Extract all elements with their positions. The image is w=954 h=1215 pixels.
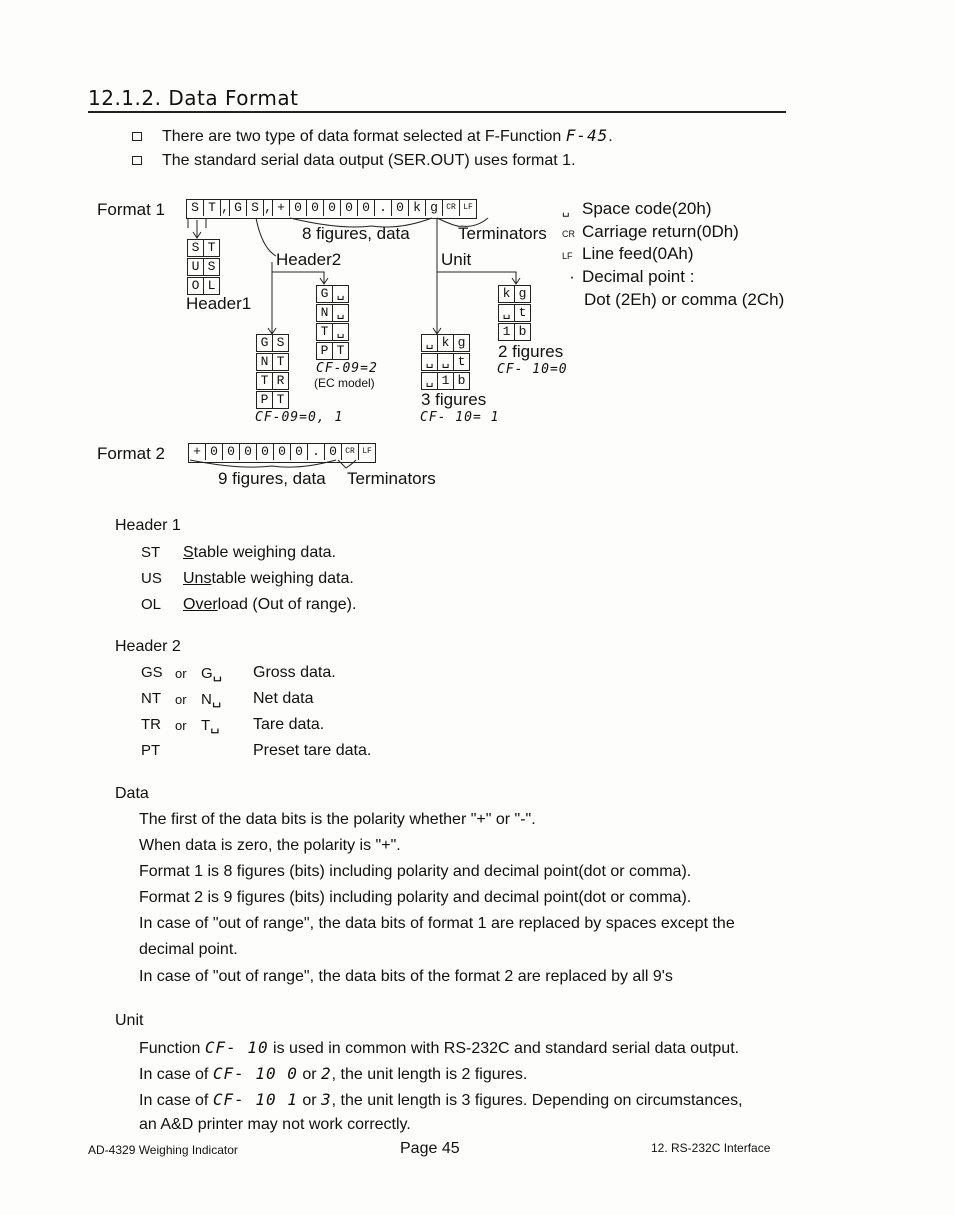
desc-text: load (Out of range). (217, 596, 357, 613)
legend-lf (562, 244, 694, 264)
code-cell: t (518, 305, 527, 320)
header2-or: or (175, 666, 187, 681)
data-title: Data (115, 785, 149, 802)
frame-cell: CR (443, 200, 460, 216)
frame-cell: 0 (291, 444, 308, 460)
code-cell: R (276, 373, 285, 388)
header1-code: OL (141, 596, 162, 613)
frame-cell: T (204, 200, 221, 216)
format2-data-label: 9 figures, data (218, 469, 326, 488)
header1-desc (183, 544, 336, 562)
frame-cell: 0 (324, 200, 341, 216)
frame-cell: 0 (290, 200, 307, 216)
header1-title: Header 1 (115, 517, 181, 534)
legend-cr (562, 222, 739, 242)
code-cell: T (276, 354, 285, 369)
frame-cell: k (409, 200, 426, 216)
frame-cell: 0 (307, 200, 324, 216)
legend-space (562, 199, 711, 219)
segment-text: CF- 10 0 (212, 1064, 298, 1083)
header2-short-note-seg: CF-09=2 (316, 361, 378, 376)
unit3-t (421, 353, 470, 371)
format2-label: Format 2 (97, 444, 166, 463)
format1-data-label: 8 figures, data (302, 224, 410, 243)
code-cell: S (207, 259, 216, 274)
header2-short-t (316, 323, 349, 341)
unit3-lb (421, 372, 470, 390)
unit2-label: 2 figures (498, 342, 564, 361)
unit2-lb (498, 323, 531, 341)
code-cell: T (336, 343, 345, 358)
unit-text: In case of (139, 1066, 213, 1083)
code-cell: ␣ (336, 324, 345, 339)
legend-text: Space code(20h) (582, 199, 712, 218)
code-cell: L (207, 278, 216, 293)
code-cell: S (188, 240, 204, 256)
header2-desc: Gross data. (253, 664, 336, 681)
code-cell: ␣ (336, 305, 345, 320)
header2-code: TR (141, 716, 161, 733)
code-cell: G (317, 286, 333, 302)
code-cell: N (257, 354, 273, 370)
code-cell: ␣ (438, 354, 454, 370)
frame-cell: 0 (325, 444, 342, 460)
header2-code: PT (141, 742, 161, 759)
section-title: 12.1.2. Data Format (88, 86, 299, 110)
legend-text: Carriage return(0Dh) (582, 222, 739, 241)
frame-cell: G (230, 200, 247, 216)
header2-or: or (175, 718, 187, 733)
header2-long-tr (256, 372, 289, 390)
unit-text: , the unit length is 2 figures. (331, 1066, 528, 1083)
frame-cell: , (264, 200, 272, 215)
code-cell: 1 (438, 373, 454, 389)
data-line: Format 2 is 9 figures (bits) including polarity and decimal point(dot or comma). (139, 889, 692, 906)
data-line: Format 1 is 8 figures (bits) including polarity and decimal point(dot or comma). (139, 863, 692, 880)
code-cell: k (438, 335, 454, 351)
code-cell: P (257, 392, 273, 408)
decimal-symbol-icon: · (569, 267, 575, 286)
frame-cell: 0 (257, 444, 274, 460)
frame-cell: 0 (341, 200, 358, 216)
unit-line-3 (139, 1090, 743, 1110)
header2-alt: N␣ (201, 691, 222, 708)
frame-cell: 0 (358, 200, 375, 216)
header2-title: Header 2 (115, 638, 181, 655)
format-diagram-lines (0, 0, 954, 520)
header2-short-note: (EC model) (314, 376, 375, 390)
unit-line-4: an A&D printer may not work correctly. (139, 1116, 411, 1133)
unit-line-1 (139, 1038, 739, 1058)
underlined-letter: Uns (183, 570, 212, 587)
format1-terminators-label: Terminators (458, 224, 547, 243)
code-cell: S (276, 335, 285, 350)
frame-cell: + (273, 200, 290, 216)
code-cell: k (499, 286, 515, 302)
header2-desc: Tare data. (253, 716, 325, 733)
code-cell: 1 (499, 324, 515, 340)
code-cell: T (257, 373, 273, 389)
code-cell: O (188, 278, 204, 294)
code-cell: ␣ (336, 286, 345, 301)
code-cell: T (317, 324, 333, 340)
bullet-text: The standard serial data output (SER.OUT) uses format 1. (162, 152, 576, 169)
frame-cell: 0 (392, 200, 409, 216)
bullet-text: There are two type of data format selected at F-Function (162, 128, 566, 145)
header1-code-ol (187, 277, 220, 295)
header2-alt: T␣ (201, 717, 220, 734)
frame-cell: LF (362, 447, 372, 456)
footer-page-number: Page 45 (400, 1140, 460, 1157)
legend-text: Line feed(0Ah) (582, 244, 694, 263)
frame-cell: 0 (274, 444, 291, 460)
header1-code: ST (141, 544, 161, 561)
data-line: The first of the data bits is the polarity whether "+" or "-". (139, 811, 536, 828)
segment-text: CF- 10 1 (212, 1090, 298, 1109)
frame-cell: g (426, 200, 443, 216)
format2-terminators-label: Terminators (347, 469, 436, 488)
unit2-t (498, 304, 531, 322)
underlined-letter: Over (183, 596, 218, 613)
format1-frame (186, 199, 477, 219)
frame-cell: 0 (206, 444, 223, 460)
data-line: In case of "out of range", the data bits of the format 2 are replaced by all 9's (139, 968, 673, 985)
desc-text: table weighing data. (193, 544, 336, 561)
lf-symbol-icon: LF (562, 251, 573, 261)
header2-short-p (316, 342, 349, 360)
footer-left: AD-4329 Weighing Indicator (88, 1143, 238, 1157)
code-cell: ␣ (422, 373, 438, 389)
frame-cell: 0 (240, 444, 257, 460)
header2-long-nt (256, 353, 289, 371)
header2-desc: Net data (253, 690, 314, 707)
segment-text: 2 (321, 1064, 332, 1083)
code-cell: b (457, 373, 466, 388)
unit-text: or (297, 1066, 322, 1083)
code-cell: T (276, 392, 285, 407)
header1-label: Header1 (186, 294, 252, 313)
data-line: When data is zero, the polarity is "+". (139, 837, 401, 854)
segment-text: F-45 (565, 126, 609, 145)
frame-cell: CR (342, 444, 359, 460)
frame-cell: 0 (223, 444, 240, 460)
unit3-seg: CF- 10= 1 (420, 410, 500, 425)
header1-code-us (187, 258, 220, 276)
frame-cell: LF (463, 203, 473, 212)
code-cell: P (317, 343, 333, 359)
legend-text: Decimal point : (582, 267, 695, 286)
header2-long-note-seg: CF-09=0, 1 (255, 410, 344, 425)
space-symbol-icon: ␣ (562, 203, 570, 217)
code-cell: U (188, 259, 204, 275)
unit-text: or (297, 1092, 322, 1109)
code-cell: N (317, 305, 333, 321)
header1-code-st (187, 239, 220, 257)
header2-code: NT (141, 690, 161, 707)
header1-desc (183, 570, 354, 588)
header2-alt: G␣ (201, 665, 223, 682)
code-cell: g (457, 335, 466, 350)
frame-cell: + (189, 444, 206, 460)
code-cell: ␣ (422, 354, 438, 370)
header2-code: GS (141, 664, 163, 681)
unit3-label: 3 figures (421, 390, 487, 409)
header2-label: Header2 (276, 250, 342, 269)
frame-cell: , (221, 200, 229, 215)
bullet-tail: . (608, 128, 613, 145)
header2-short-n (316, 304, 349, 322)
unit-text: In case of (139, 1092, 213, 1109)
cr-symbol-icon: CR (562, 229, 575, 239)
unit-label: Unit (441, 250, 472, 269)
unit2-seg: CF- 10=0 (497, 362, 568, 377)
code-cell: b (518, 324, 527, 339)
frame-cell: S (187, 200, 204, 216)
header2-long-pt (256, 391, 289, 409)
unit3-kg (421, 334, 470, 352)
header2-desc: Preset tare data. (253, 742, 372, 759)
legend-decimal (562, 267, 694, 287)
code-cell: ␣ (499, 305, 515, 321)
unit-line-2 (139, 1064, 527, 1084)
header1-desc (183, 596, 356, 614)
unit-title: Unit (115, 1012, 144, 1029)
code-cell: t (457, 354, 466, 369)
code-cell: T (207, 240, 216, 255)
code-cell: g (518, 286, 527, 301)
unit-text: , the unit length is 3 figures. Depending on circumstances, (331, 1092, 743, 1109)
segment-text: 3 (321, 1090, 332, 1109)
format2-frame (188, 443, 376, 463)
format1-label: Format 1 (97, 200, 166, 219)
data-line: In case of "out of range", the data bits of format 1 are replaced by spaces except the (139, 915, 735, 932)
unit-text: Function (139, 1040, 205, 1057)
unit-text: is used in common with RS-232C and standard serial data output. (268, 1040, 740, 1057)
header2-short-g (316, 285, 349, 303)
code-cell: ␣ (422, 335, 438, 351)
code-cell: G (257, 335, 273, 351)
header1-code: US (141, 570, 162, 587)
frame-cell: S (247, 200, 264, 216)
legend-dot-comma: Dot (2Eh) or comma (2Ch) (584, 290, 785, 309)
frame-cell: . (375, 200, 392, 216)
footer-right: 12. RS-232C Interface (651, 1141, 771, 1155)
frame-cell: . (308, 444, 325, 460)
unit2-kg (498, 285, 531, 303)
header2-or: or (175, 692, 187, 707)
header2-long-gs (256, 334, 289, 352)
segment-text: CF- 10 (204, 1038, 269, 1057)
underlined-letter: S (183, 544, 194, 561)
data-line: decimal point. (139, 941, 238, 958)
desc-text: table weighing data. (211, 570, 354, 587)
